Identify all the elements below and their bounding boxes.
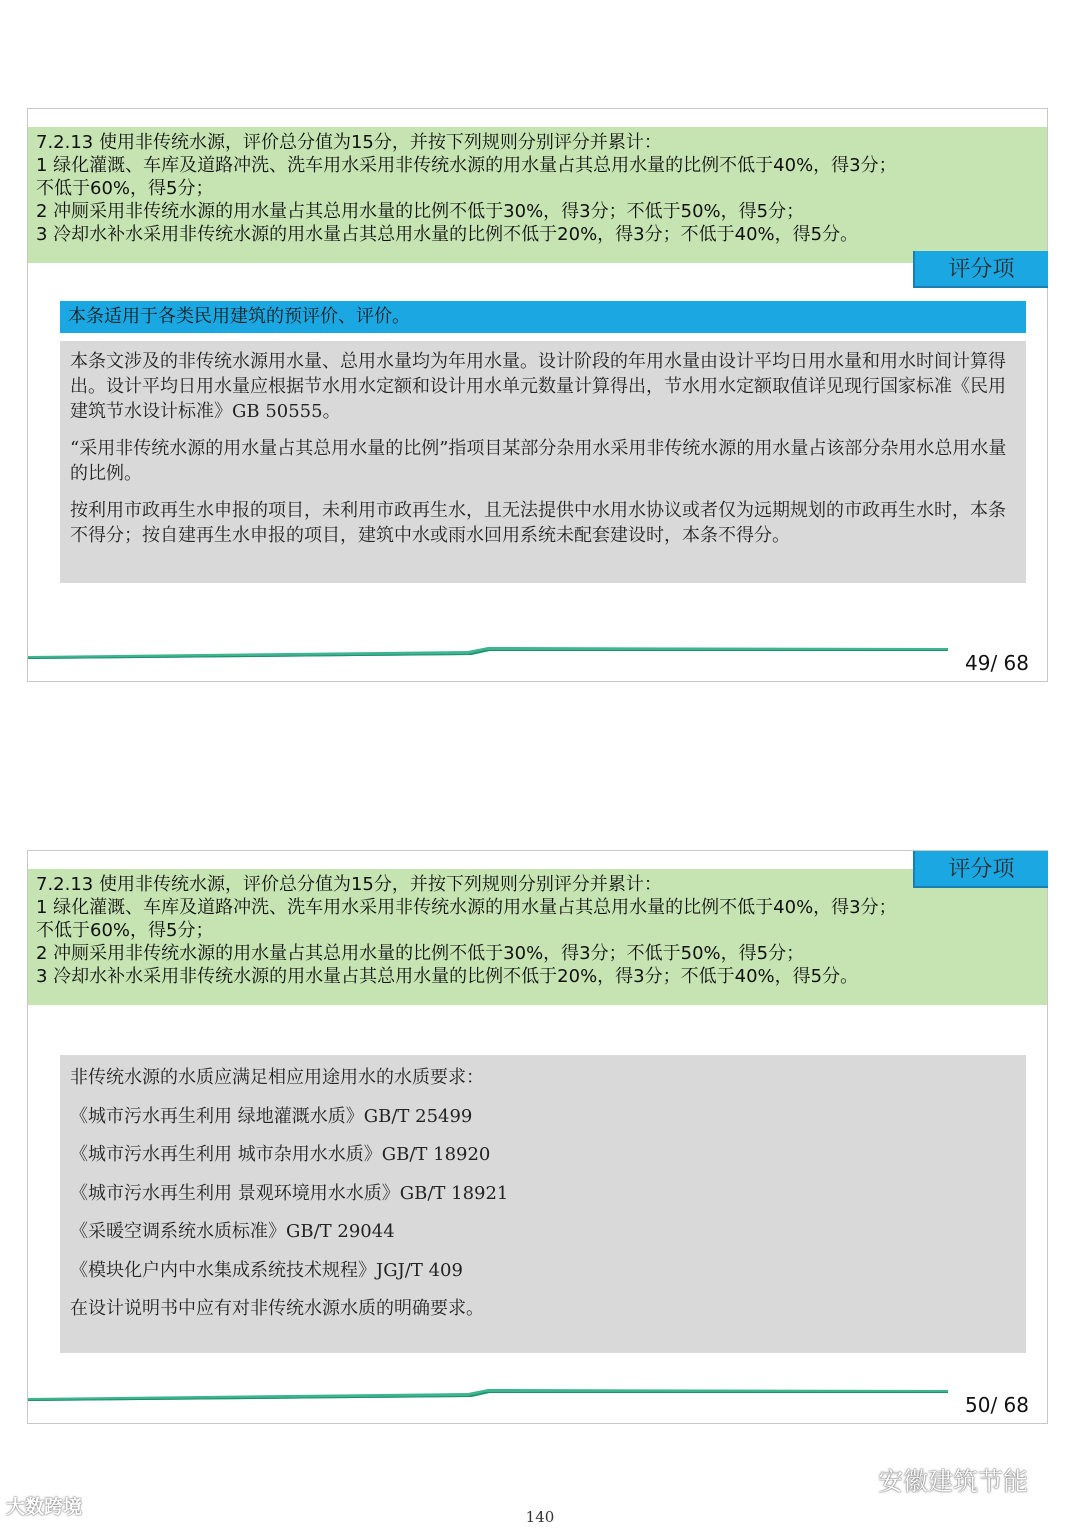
standard-item: 《城市污水再生利用 城市杂用水水质》GB/T 18920	[70, 1144, 491, 1165]
standard-item: 《采暖空调系统水质标准》GB/T 29044	[70, 1221, 395, 1242]
clause-line-2: 1 绿化灌溉、车库及道路冲洗、洗车用水采用非传统水源的用水量占其总用水量的比例不低于40%，得3分；	[36, 897, 897, 918]
footer-ribbon	[28, 639, 948, 659]
standard-item: 《城市污水再生利用 景观环境用水水质》GB/T 18921	[70, 1182, 509, 1204]
footer-ribbon	[28, 1381, 948, 1401]
watermark-right-text: 安徽建筑节能	[878, 1467, 1029, 1496]
slide-49	[27, 108, 1048, 682]
watermark-left-text: 大数跨境	[6, 1496, 83, 1518]
standard-item: 《城市污水再生利用 绿地灌溉水质》GB/T 25499	[70, 1105, 473, 1127]
explanation-paragraph-3: 按利用市政再生水申报的项目，未利用市政再生水，且无法提供中水用水协议或者仅为远期规划的市政再生水时，本条不得分；按自建再生水申报的项目，建筑中水或雨水回用系统未配套建设时，本条不得分。	[70, 500, 1006, 546]
clause-text-block	[28, 869, 1047, 1005]
explanation-paragraph-2: “采用非传统水源的用水量占其总用水量的比例”指项目某部分杂用水采用非传统水源的用水量占该部分杂用水总用水量的比例。	[70, 438, 1007, 484]
slide-page-number: 49/ 68	[965, 651, 1029, 675]
wechat-icon	[838, 1466, 872, 1494]
water-quality-box	[60, 1055, 1026, 1353]
clause-line-5: 3 冷却水补水采用非传统水源的用水量占其总用水量的比例不低于20%，得3分；不低于40%，得5分。	[36, 224, 859, 245]
scope-banner: 本条适用于各类民用建筑的预评价、评价。	[60, 301, 1026, 333]
standard-item: 《模块化户内中水集成系统技术规程》JGJ/T 409	[70, 1259, 463, 1281]
watermark-right	[838, 1462, 1028, 1498]
clause-line-1: 7.2.13 使用非传统水源，评价总分值为15分，并按下列规则分别评分并累计：	[36, 132, 662, 153]
scoring-item-badge: 评分项	[913, 851, 1048, 888]
scoring-item-badge: 评分项	[913, 251, 1048, 288]
clause-line-1: 7.2.13 使用非传统水源，评价总分值为15分，并按下列规则分别评分并累计：	[36, 874, 662, 895]
document-page-number: 140	[525, 1508, 555, 1526]
explanation-paragraph-1: 本条文涉及的非传统水源用水量、总用水量均为年用水量。设计阶段的年用水量由设计平均日用水量和用水时间计算得出。设计平均日用水量应根据节水用水定额和设计用水单元数量计算得出，节水用水定额取值详见现行国家标准《民用建筑节水设计标准》GB 50555。	[70, 351, 1006, 422]
explanation-box	[60, 341, 1026, 583]
clause-line-5: 3 冷却水补水采用非传统水源的用水量占其总用水量的比例不低于20%，得3分；不低于40%，得5分。	[36, 966, 859, 987]
clause-line-2: 1 绿化灌溉、车库及道路冲洗、洗车用水采用非传统水源的用水量占其总用水量的比例不低于40%，得3分；	[36, 155, 897, 176]
clause-line-3: 不低于60%，得5分；	[36, 920, 214, 941]
design-requirement: 在设计说明书中应有对非传统水源水质的明确要求。	[70, 1298, 484, 1319]
clause-line-4: 2 冲厕采用非传统水源的用水量占其总用水量的比例不低于30%，得3分；不低于50%，得5分；	[36, 201, 805, 222]
slide-50	[27, 850, 1048, 1424]
clause-line-4: 2 冲厕采用非传统水源的用水量占其总用水量的比例不低于30%，得3分；不低于50%，得5分；	[36, 943, 805, 964]
clause-text-block	[28, 127, 1047, 263]
water-quality-intro: 非传统水源的水质应满足相应用途用水的水质要求：	[70, 1067, 484, 1088]
clause-line-3: 不低于60%，得5分；	[36, 178, 214, 199]
slide-page-number: 50/ 68	[965, 1393, 1029, 1417]
